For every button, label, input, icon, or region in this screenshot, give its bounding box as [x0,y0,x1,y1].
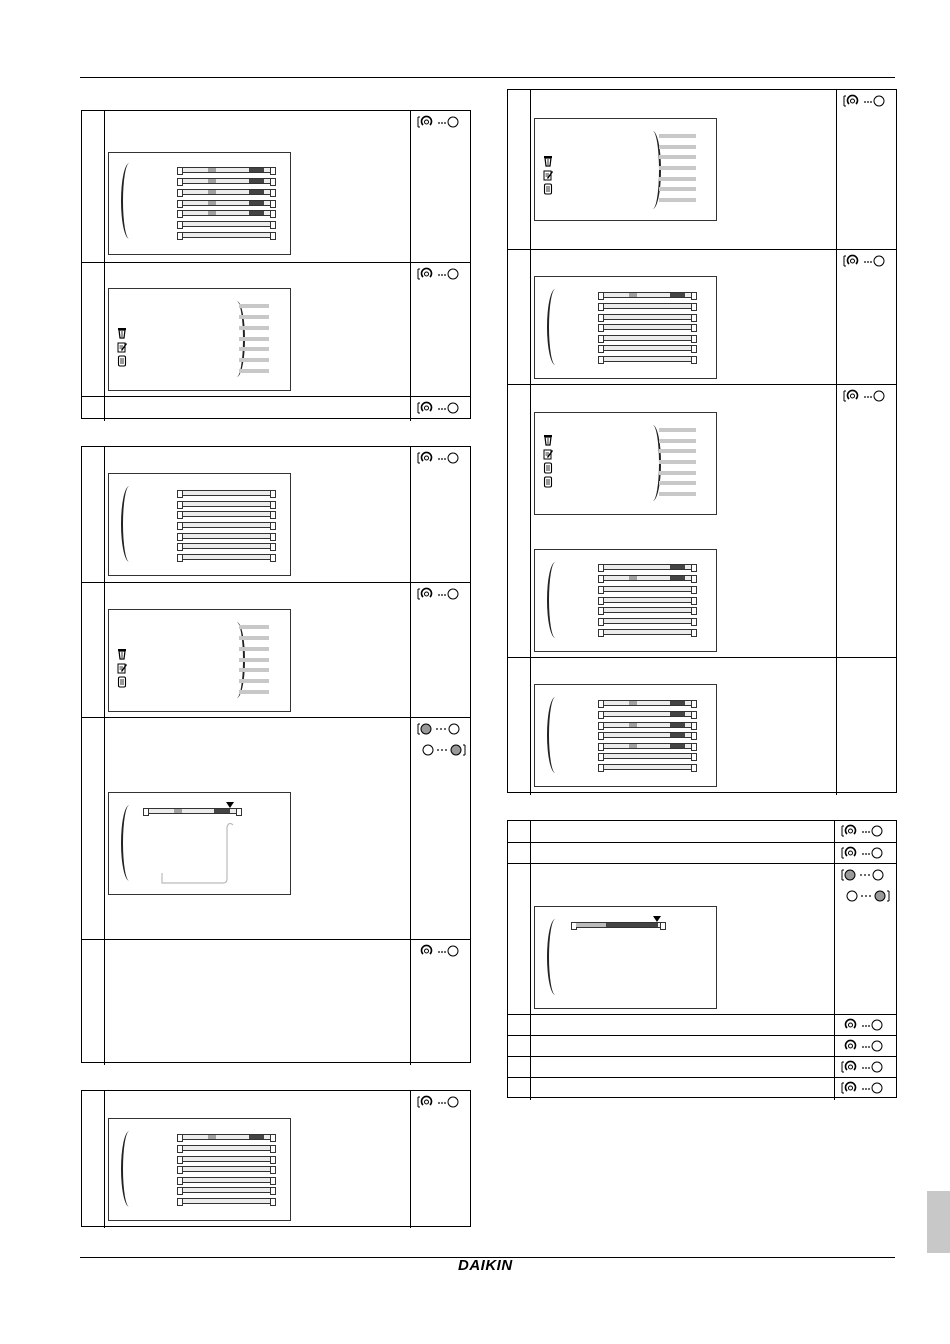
dial-rotate-press-icon [417,401,463,415]
step-row [82,262,470,397]
step-row [508,1056,896,1078]
edit-icon [117,341,127,353]
connector-line-icon [157,823,237,887]
step-row [82,1091,470,1228]
press-left-knob-icon [841,868,887,882]
step-row [508,384,896,658]
dial-rotate-press-icon [417,451,463,465]
display-screen [108,792,291,895]
edit-icon [117,662,127,674]
dial-rotate-icon [841,1039,887,1053]
dial-rotate-press-icon [841,846,887,860]
display-screen [534,684,717,787]
document-icon [117,355,127,367]
edit-icon [543,448,553,460]
procedure-table [81,110,471,419]
step-row [508,842,896,864]
dial-rotate-press-icon [843,254,889,268]
step-row [508,1035,896,1057]
step-row [508,821,896,842]
display-screen [534,276,717,379]
display-screen [534,549,717,652]
procedure-table [81,446,471,1063]
display-screen [534,906,717,1009]
document-icon [543,476,553,488]
dial-rotate-press-icon [841,1081,887,1095]
display-screen [108,152,291,255]
scale-marker-icon [226,802,234,808]
dial-rotate-icon [417,944,463,958]
procedure-table [507,89,897,793]
header-rule [80,77,895,78]
display-screen [108,1118,291,1221]
procedure-table [81,1090,471,1227]
side-tab [927,1191,950,1253]
display-screen [534,412,717,515]
edit-icon [543,169,553,181]
dial-rotate-press-icon [417,115,463,129]
press-right-knob-icon [421,743,467,757]
step-row [82,447,470,582]
dial-rotate-press-icon [841,824,887,838]
step-row [82,582,470,718]
display-screen [534,118,717,221]
display-screen [108,609,291,712]
display-screen [108,473,291,576]
dial-rotate-press-icon [843,94,889,108]
daikin-logo: DAIKIN [458,1257,513,1274]
dial-rotate-icon [841,1018,887,1032]
display-screen [108,288,291,391]
step-row [82,111,470,262]
step-row [508,863,896,1015]
document-icon [543,183,553,195]
dial-rotate-press-icon [417,587,463,601]
trash-icon [543,434,553,446]
press-left-knob-icon [417,722,463,736]
dial-rotate-press-icon [841,1060,887,1074]
trash-icon [117,327,127,339]
step-row [508,249,896,385]
procedure-table [507,820,897,1098]
step-row [82,717,470,940]
dial-rotate-press-icon [417,1095,463,1109]
step-row [508,1014,896,1036]
step-row [508,657,896,795]
dial-rotate-press-icon [417,267,463,281]
dial-rotate-press-icon [843,389,889,403]
trash-icon [117,648,127,660]
document-icon [543,462,553,474]
document-icon [117,676,127,688]
trash-icon [543,155,553,167]
scale-marker-icon [653,916,661,922]
press-right-knob-icon [845,889,891,903]
step-row [82,396,470,421]
step-row [82,939,470,1065]
step-row [508,1077,896,1100]
step-row [508,90,896,249]
